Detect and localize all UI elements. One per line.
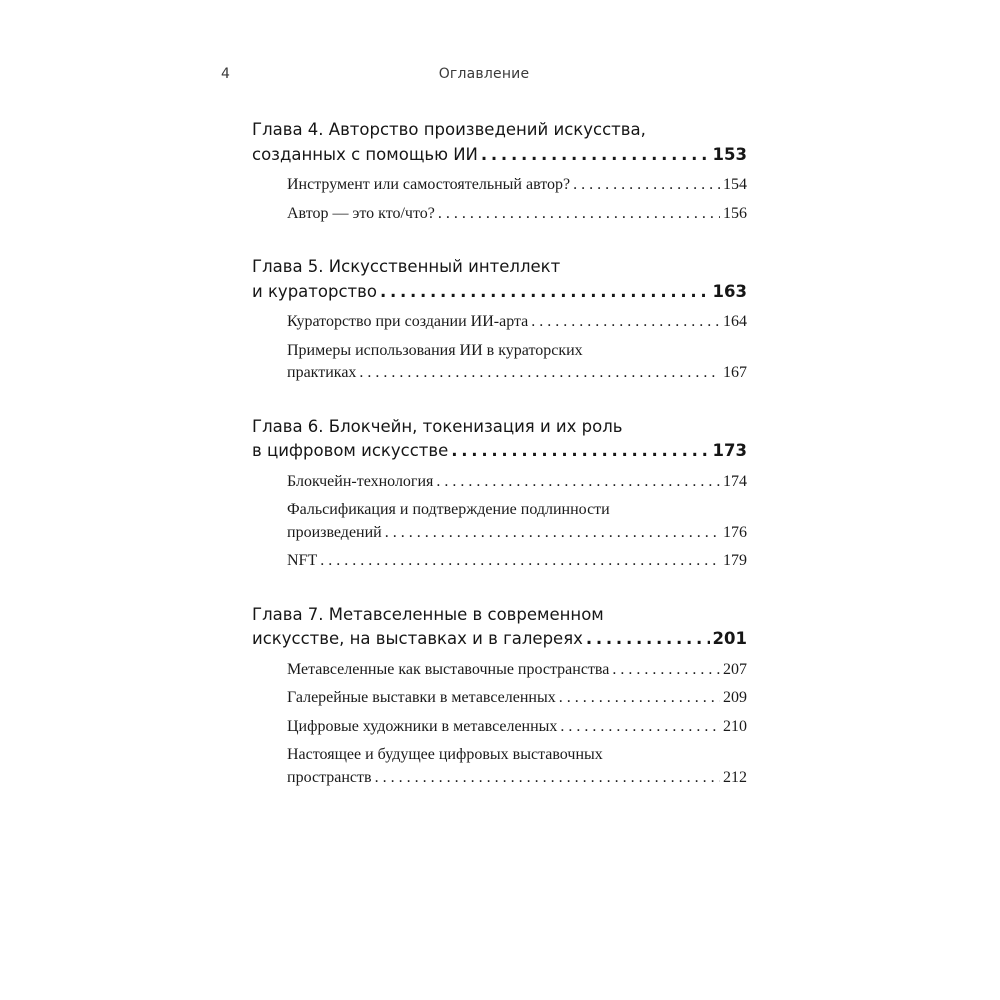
section-page-number: 210	[723, 717, 747, 735]
chapter-title-line: Глава 4. Авторство произведений искусства,	[252, 120, 646, 139]
section-title-line: Примеры использования ИИ в кураторских	[287, 341, 583, 359]
table-of-contents	[252, 118, 747, 789]
section-entry[interactable]	[287, 471, 747, 494]
section-list	[252, 311, 747, 385]
chapter-entry	[252, 415, 747, 573]
section-entry[interactable]	[287, 203, 747, 226]
section-entry[interactable]	[287, 659, 747, 682]
chapter-entry	[252, 255, 747, 385]
section-list	[252, 174, 747, 225]
dot-leader	[375, 767, 720, 790]
section-entry[interactable]	[287, 550, 747, 573]
dot-leader	[385, 522, 720, 545]
dot-leader	[531, 311, 720, 334]
section-last-line	[287, 716, 747, 739]
chapter-title-line: Глава 6. Блокчейн, токенизация и их роль	[252, 416, 623, 436]
section-title-text: Цифровые художники в метавселенных	[287, 717, 558, 735]
section-last-line	[287, 767, 747, 790]
chapter-entry	[252, 118, 747, 225]
section-title-text: Кураторство при создании ИИ-арта	[287, 313, 529, 330]
chapter-title-last-line[interactable]	[252, 627, 747, 652]
chapter-title-text: и кураторство	[252, 281, 377, 301]
section-page-number: 174	[723, 472, 747, 490]
section-last-line	[287, 659, 747, 682]
section-title-text: практиках	[287, 364, 357, 381]
chapter-page-number: 163	[712, 281, 747, 301]
chapter-title-text: созданных с помощью ИИ	[252, 144, 478, 164]
section-title-text: Автор — это кто/что?	[287, 204, 435, 222]
dot-leader	[438, 203, 720, 226]
dot-leader	[573, 174, 720, 197]
dot-leader	[559, 687, 720, 710]
section-title-line: Фальсификация и подтверждение подлинности	[287, 501, 610, 518]
section-title-text: NFT	[287, 552, 318, 569]
dot-leader	[380, 280, 710, 305]
section-last-line	[287, 311, 747, 334]
dot-leader	[612, 659, 720, 682]
section-list	[252, 471, 747, 573]
section-title-text: Метавселенные как выставочные пространства	[287, 660, 610, 678]
chapter-page-number: 153	[712, 144, 747, 164]
section-title-text: Блокчейн-технология	[287, 472, 434, 490]
section-page-number: 154	[723, 176, 747, 193]
section-page-number: 176	[723, 523, 747, 541]
section-title-text: произведений	[287, 523, 382, 541]
section-page-number: 212	[723, 768, 747, 786]
dot-leader	[586, 627, 710, 652]
section-entry[interactable]	[287, 499, 747, 544]
section-entry[interactable]	[287, 311, 747, 334]
section-last-line	[287, 174, 747, 197]
page-header	[221, 66, 747, 88]
section-entry[interactable]	[287, 174, 747, 197]
chapter-title-last-line[interactable]	[252, 280, 747, 305]
section-list	[252, 659, 747, 790]
section-last-line	[287, 522, 747, 545]
dot-leader	[359, 362, 720, 385]
chapter-title-line: Глава 7. Метавселенные в современном	[252, 604, 604, 624]
chapter-title-last-line[interactable]	[252, 439, 747, 464]
section-entry[interactable]	[287, 687, 747, 710]
section-last-line	[287, 362, 747, 385]
chapter-page-number: 173	[712, 441, 747, 460]
running-title: Оглавление	[438, 66, 530, 82]
section-page-number: 167	[723, 364, 747, 381]
section-entry[interactable]	[287, 716, 747, 739]
dot-leader	[451, 439, 709, 464]
chapter-entry	[252, 603, 747, 790]
chapter-title-last-line[interactable]	[252, 143, 747, 168]
section-last-line	[287, 550, 747, 573]
section-last-line	[287, 471, 747, 494]
chapter-title-text: в цифровом искусстве	[252, 441, 449, 460]
dot-leader	[320, 550, 720, 573]
section-entry[interactable]	[287, 340, 747, 385]
section-page-number: 164	[723, 313, 747, 330]
dot-leader	[436, 471, 720, 494]
section-page-number: 209	[723, 689, 747, 706]
section-page-number: 156	[723, 204, 747, 222]
dot-leader	[560, 716, 720, 739]
section-page-number: 179	[723, 552, 747, 569]
section-last-line	[287, 687, 747, 710]
section-title-text: пространств	[287, 768, 372, 786]
section-title-line: Настоящее и будущее цифровых выставочных	[287, 746, 603, 763]
section-entry[interactable]	[287, 744, 747, 789]
section-title-text: Инструмент или самостоятельный автор?	[287, 176, 571, 193]
chapter-title-text: искусстве, на выставках и в галереях	[252, 629, 583, 648]
section-last-line	[287, 203, 747, 226]
dot-leader	[481, 143, 710, 168]
page-number: 4	[221, 66, 230, 82]
section-page-number: 207	[723, 660, 747, 678]
chapter-title-line: Глава 5. Искусственный интеллект	[252, 257, 561, 276]
chapter-page-number: 201	[712, 629, 747, 648]
section-title-text: Галерейные выставки в метавселенных	[287, 689, 556, 706]
